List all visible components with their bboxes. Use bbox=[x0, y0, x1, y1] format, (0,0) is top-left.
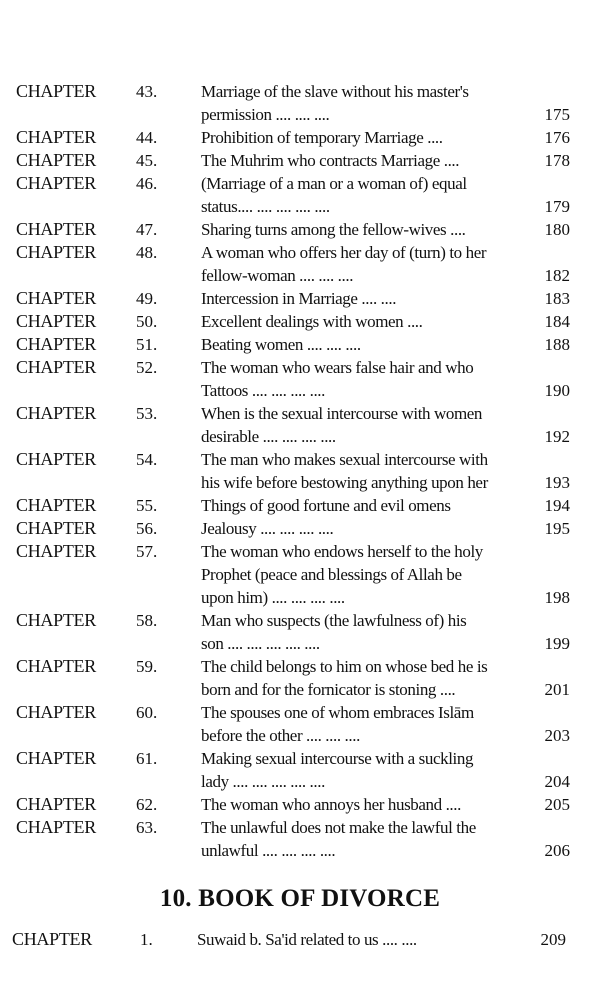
chapter-title bbox=[201, 310, 531, 333]
chapter-title bbox=[201, 356, 531, 402]
toc-entry bbox=[0, 494, 600, 517]
chapter-title-line: The spouses one of whom embraces Islām bbox=[201, 703, 474, 722]
page-number: 180 bbox=[544, 220, 570, 239]
chapter-title-line: The child belongs to him on whose bed he is bbox=[201, 657, 488, 676]
chapter-title-line: The unlawful does not make the lawful the bbox=[201, 818, 476, 837]
chapter-title bbox=[201, 126, 531, 149]
chapter-label: CHAPTER bbox=[16, 334, 96, 354]
chapter-title-line: Jealousy .... .... .... .... bbox=[201, 519, 334, 538]
toc-entry bbox=[0, 126, 600, 149]
toc-entry bbox=[0, 356, 600, 402]
toc-entry bbox=[0, 287, 600, 310]
chapter-label: CHAPTER bbox=[16, 150, 96, 170]
chapter-title-line: Prophet (peace and blessings of Allah be bbox=[201, 565, 462, 584]
chapter-number: 55. bbox=[136, 496, 158, 515]
chapter-title-line: unlawful .... .... .... .... bbox=[201, 841, 336, 860]
chapter-title-line: status.... .... .... .... .... bbox=[201, 197, 330, 216]
chapter-title bbox=[201, 655, 531, 701]
chapter-label: CHAPTER bbox=[16, 403, 96, 423]
chapter-label: CHAPTER bbox=[16, 794, 96, 814]
page-number: 199 bbox=[544, 634, 570, 653]
chapter-title bbox=[201, 517, 531, 540]
chapter-label: CHAPTER bbox=[16, 357, 96, 377]
page-number: 204 bbox=[544, 772, 570, 791]
page-number: 178 bbox=[544, 151, 570, 170]
chapter-title-line: lady .... .... .... .... .... bbox=[201, 772, 325, 791]
chapter-title-line: Prohibition of temporary Marriage .... bbox=[201, 128, 443, 147]
chapter-title-line: The woman who wears false hair and who bbox=[201, 358, 474, 377]
chapter-title bbox=[201, 701, 531, 747]
chapter-title bbox=[201, 241, 531, 287]
toc-entry bbox=[0, 609, 600, 655]
chapter-title-line: Things of good fortune and evil omens bbox=[201, 496, 451, 515]
page-number: 190 bbox=[544, 381, 570, 400]
page-number: 205 bbox=[544, 795, 570, 814]
chapter-number: 1. bbox=[140, 930, 153, 949]
chapter-label: CHAPTER bbox=[16, 518, 96, 538]
toc-entry bbox=[0, 655, 600, 701]
chapter-title bbox=[201, 172, 531, 218]
chapter-label: CHAPTER bbox=[16, 81, 96, 101]
chapter-number: 58. bbox=[136, 611, 158, 630]
page-number: 188 bbox=[544, 335, 570, 354]
chapter-title-line: (Marriage of a man or a woman of) equal bbox=[201, 174, 467, 193]
chapter-label: CHAPTER bbox=[16, 288, 96, 308]
toc-entry bbox=[0, 540, 600, 609]
chapter-title bbox=[201, 609, 531, 655]
book-title: 10. BOOK OF DIVORCE bbox=[159, 885, 441, 912]
chapter-label: CHAPTER bbox=[16, 817, 96, 837]
chapter-number: 46. bbox=[136, 174, 158, 193]
chapter-label: CHAPTER bbox=[16, 748, 96, 768]
chapter-title-line: Intercession in Marriage .... .... bbox=[201, 289, 397, 308]
chapter-number: 62. bbox=[136, 795, 158, 814]
chapter-label: CHAPTER bbox=[16, 127, 96, 147]
book-of-divorce-contents bbox=[0, 928, 600, 951]
chapter-number: 57. bbox=[136, 542, 158, 561]
page-number: 206 bbox=[544, 841, 570, 860]
chapter-title bbox=[201, 448, 531, 494]
page-number: 201 bbox=[544, 680, 570, 699]
chapter-number: 63. bbox=[136, 818, 158, 837]
page-number: 209 bbox=[540, 930, 566, 949]
chapter-label: CHAPTER bbox=[16, 311, 96, 331]
chapter-title-line: When is the sexual intercourse with women bbox=[201, 404, 483, 423]
chapter-number: 53. bbox=[136, 404, 158, 423]
chapter-title bbox=[201, 80, 531, 126]
chapter-number: 50. bbox=[136, 312, 158, 331]
chapter-title-line: A woman who offers her day of (turn) to her bbox=[201, 243, 487, 262]
chapter-number: 49. bbox=[136, 289, 158, 308]
chapter-title-line: his wife before bestowing anything upon her bbox=[201, 473, 488, 492]
toc-entry bbox=[0, 448, 600, 494]
chapter-number: 54. bbox=[136, 450, 158, 469]
table-of-contents bbox=[0, 80, 600, 862]
chapter-title-line: desirable .... .... .... .... bbox=[201, 427, 336, 446]
chapter-title-line: Sharing turns among the fellow-wives .... bbox=[201, 220, 466, 239]
chapter-label: CHAPTER bbox=[16, 541, 96, 561]
chapter-title-line: Tattoos .... .... .... .... bbox=[201, 381, 326, 400]
chapter-label: CHAPTER bbox=[16, 656, 96, 676]
page-number: 184 bbox=[544, 312, 570, 331]
chapter-title bbox=[201, 149, 531, 172]
chapter-title-line: Beating women .... .... .... bbox=[201, 335, 361, 354]
toc-entry bbox=[0, 928, 600, 951]
chapter-number: 48. bbox=[136, 243, 158, 262]
page-number: 195 bbox=[544, 519, 570, 538]
chapter-title-line: Making sexual intercourse with a suckling bbox=[201, 749, 474, 768]
chapter-number: 43. bbox=[136, 82, 158, 101]
chapter-title-line: The woman who annoys her husband .... bbox=[201, 795, 461, 814]
chapter-label: CHAPTER bbox=[16, 219, 96, 239]
toc-entry bbox=[0, 517, 600, 540]
chapter-label: CHAPTER bbox=[16, 495, 96, 515]
chapter-label: CHAPTER bbox=[12, 929, 92, 949]
chapter-title-line: Excellent dealings with women .... bbox=[201, 312, 423, 331]
toc-entry bbox=[0, 149, 600, 172]
toc-entry bbox=[0, 172, 600, 218]
chapter-title-line: Man who suspects (the lawfulness of) his bbox=[201, 611, 467, 630]
chapter-title-line: Suwaid b. Sa'id related to us .... .... bbox=[197, 930, 417, 949]
page-number: 203 bbox=[544, 726, 570, 745]
chapter-title bbox=[201, 494, 531, 517]
page-number: 183 bbox=[544, 289, 570, 308]
toc-entry bbox=[0, 816, 600, 862]
chapter-title-line: The man who makes sexual intercourse with bbox=[201, 450, 488, 469]
chapter-number: 56. bbox=[136, 519, 158, 538]
chapter-label: CHAPTER bbox=[16, 610, 96, 630]
chapter-title bbox=[201, 287, 531, 310]
chapter-title bbox=[201, 402, 531, 448]
toc-entry bbox=[0, 80, 600, 126]
chapter-title-line: Marriage of the slave without his master's bbox=[201, 82, 469, 101]
chapter-title bbox=[201, 793, 531, 816]
chapter-label: CHAPTER bbox=[16, 449, 96, 469]
toc-entry bbox=[0, 701, 600, 747]
chapter-title-line: upon him) .... .... .... .... bbox=[201, 588, 345, 607]
page-number: 192 bbox=[544, 427, 570, 446]
chapter-title-line: before the other .... .... .... bbox=[201, 726, 360, 745]
toc-entry bbox=[0, 402, 600, 448]
page-number: 175 bbox=[544, 105, 570, 124]
chapter-number: 44. bbox=[136, 128, 158, 147]
chapter-title bbox=[197, 928, 527, 951]
chapter-label: CHAPTER bbox=[16, 242, 96, 262]
chapter-number: 45. bbox=[136, 151, 158, 170]
page-number: 176 bbox=[544, 128, 570, 147]
toc-entry bbox=[0, 793, 600, 816]
chapter-title-line: The Muhrim who contracts Marriage .... bbox=[201, 151, 460, 170]
toc-entry bbox=[0, 241, 600, 287]
chapter-number: 61. bbox=[136, 749, 158, 768]
chapter-label: CHAPTER bbox=[16, 173, 96, 193]
toc-entry bbox=[0, 218, 600, 241]
chapter-title-line: The woman who endows herself to the holy bbox=[201, 542, 483, 561]
chapter-title bbox=[201, 218, 531, 241]
chapter-title-line: permission .... .... .... bbox=[201, 105, 330, 124]
chapter-title bbox=[201, 747, 531, 793]
chapter-title bbox=[201, 333, 531, 356]
chapter-number: 47. bbox=[136, 220, 158, 239]
chapter-title-line: born and for the fornicator is stoning .... bbox=[201, 680, 456, 699]
toc-entry bbox=[0, 333, 600, 356]
chapter-title bbox=[201, 816, 531, 862]
chapter-number: 59. bbox=[136, 657, 158, 676]
chapter-label: CHAPTER bbox=[16, 702, 96, 722]
page-number: 182 bbox=[544, 266, 570, 285]
page-number: 198 bbox=[544, 588, 570, 607]
chapter-number: 52. bbox=[136, 358, 158, 377]
page-number: 193 bbox=[544, 473, 570, 492]
chapter-title bbox=[201, 540, 531, 609]
page-number: 179 bbox=[544, 197, 570, 216]
page-number: 194 bbox=[544, 496, 570, 515]
chapter-number: 60. bbox=[136, 703, 158, 722]
chapter-title-line: fellow-woman .... .... .... bbox=[201, 266, 354, 285]
chapter-number: 51. bbox=[136, 335, 158, 354]
toc-entry bbox=[0, 310, 600, 333]
chapter-title-line: son .... .... .... .... .... bbox=[201, 634, 320, 653]
toc-entry bbox=[0, 747, 600, 793]
